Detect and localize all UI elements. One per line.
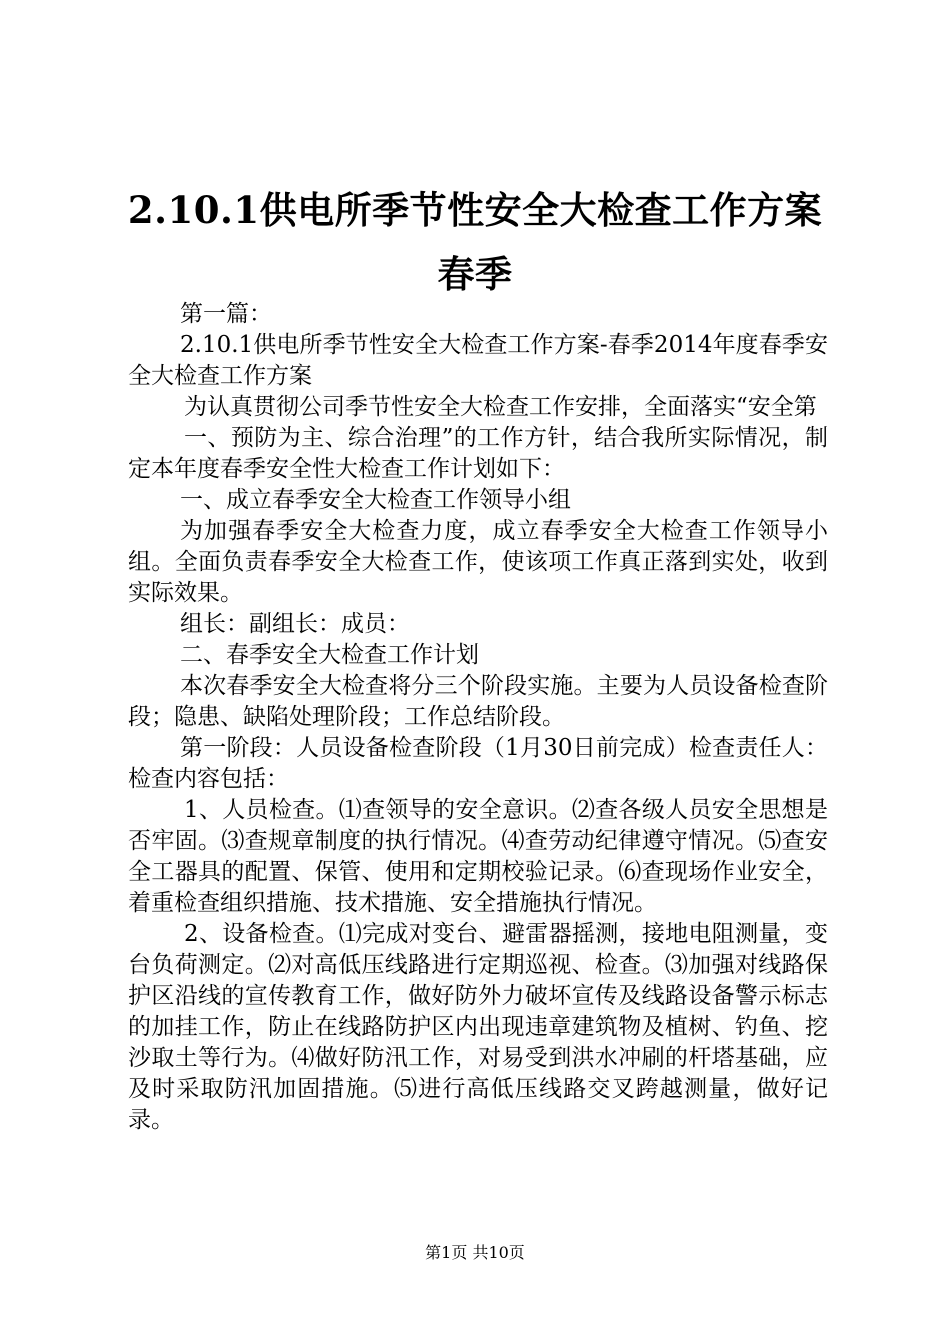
section-heading: 二、春季安全大检查工作计划 (180, 642, 479, 668)
document-title: 2.10.1供电所季节性安全大检查工作方案春季 (127, 188, 823, 296)
paragraph: 为加强春季安全大检查力度，成立春季安全大检查工作领导小组。全面负责春季安全大检查工作，使该项工作真正落到实处，收到实际效果。 (128, 518, 828, 606)
paragraph: 第一篇： (180, 301, 272, 327)
section-heading: 一、成立春季安全大检查工作领导小组 (180, 487, 571, 513)
paragraph: 2.10.1供电所季节性安全大检查工作方案-春季2014年度春季安全大检查工作方案 (128, 332, 828, 389)
paragraph: 本次春季安全大检查将分三个阶段实施。主要为人员设备检查阶段；隐患、缺陷处理阶段；工作总结阶段。 (128, 673, 828, 730)
paragraph: 一、预防为主、综合治理”的工作方针，结合我所实际情况，制定本年度春季安全性大检查工作计划如下： (128, 425, 828, 482)
paragraph: 为认真贯彻公司季节性安全大检查工作安排，全面落实“安全第 (184, 394, 817, 420)
document-body (128, 299, 828, 1136)
paragraph: 组长：副组长：成员： (180, 611, 410, 637)
page-footer: 第1页 共10页 (425, 1243, 525, 1262)
paragraph: 第一阶段：人员设备检查阶段（1月30日前完成）检查责任人：检查内容包括： (128, 735, 828, 792)
paragraph: 1、人员检查。⑴查领导的安全意识。⑵查各级人员安全思想是否牢固。⑶查规章制度的执行情况。⑷查劳动纪律遵守情况。⑸查安全工器具的配置、保管、使用和定期校验记录。⑹查现场作业安全，着重检查组织措施、技术措施、安全措施执行情况。 (128, 797, 828, 916)
paragraph: 2、设备检查。⑴完成对变台、避雷器摇测，接地电阻测量，变台负荷测定。⑵对高低压线路进行定期巡视、检查。⑶加强对线路保护区沿线的宣传教育工作，做好防外力破坏宣传及线路设备警示标志的加挂工作，防止在线路防护区内出现违章建筑物及植树、钓鱼、挖沙取土等行为。⑷做好防汛工作，对易受到洪水冲刷的杆塔基础，应及时采取防汛加固措施。⑸进行高低压线路交叉跨越测量，做好记录。 (128, 921, 828, 1133)
